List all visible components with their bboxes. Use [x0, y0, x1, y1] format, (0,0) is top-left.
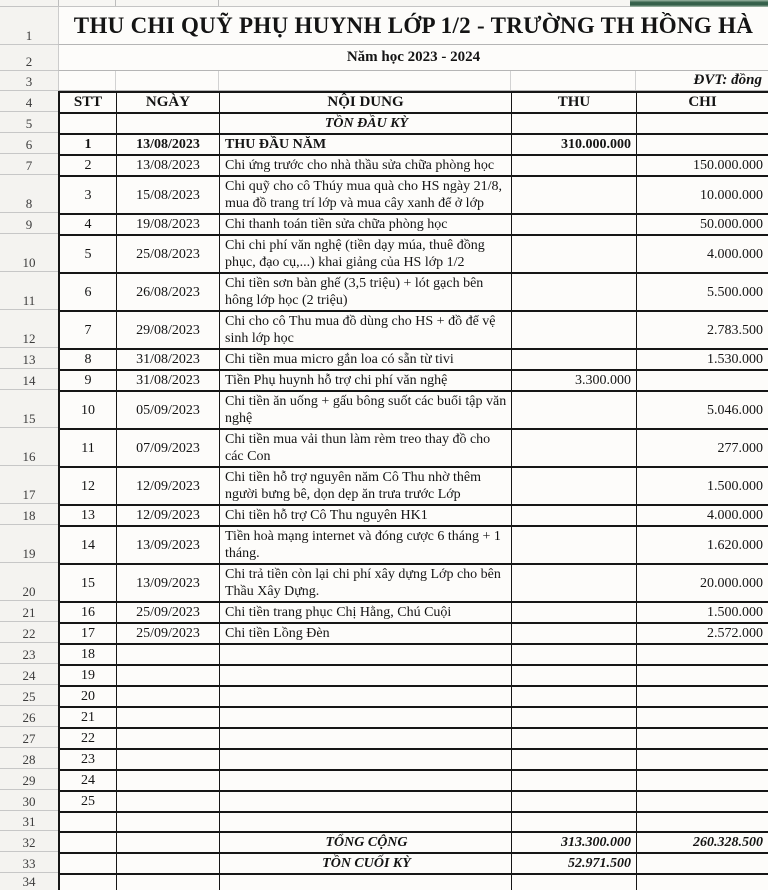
cell-date[interactable]	[117, 708, 220, 727]
cell-noidung[interactable]	[220, 792, 512, 811]
cell-thu[interactable]	[512, 312, 637, 348]
row-header[interactable]: 2	[0, 45, 58, 71]
table-row	[0, 748, 768, 769]
cell-stt[interactable]: 17	[60, 624, 117, 643]
cell-date[interactable]: 12/09/2023	[117, 468, 220, 504]
cell-date[interactable]: 05/09/2023	[117, 392, 220, 428]
cell-chi[interactable]: 1.500.000	[707, 605, 763, 620]
cell-chi[interactable]	[637, 371, 768, 390]
cell-noidung[interactable]: Chi quỹ cho cô Thúy mua quà cho HS ngày 21/8, mua đồ trang trí lớp và mua cây xanh để ở lớp	[220, 177, 512, 213]
cell-stt[interactable]: 20	[60, 687, 117, 706]
row-header[interactable]: 3	[0, 71, 58, 91]
row-header[interactable]: 1	[0, 7, 58, 45]
row-header[interactable]: 20	[0, 563, 58, 601]
cell-thu[interactable]	[512, 792, 637, 811]
cell-noidung[interactable]: Chi trả tiền còn lại chi phí xây dựng Lớp cho bên Thầu Xây Dựng.	[220, 565, 512, 601]
cell-thu[interactable]	[512, 114, 637, 133]
row-header[interactable]: 21	[0, 601, 58, 622]
cell-stt[interactable]: 10	[60, 392, 117, 428]
table-row	[0, 727, 768, 748]
cell-chi[interactable]: 20.000.000	[700, 575, 763, 591]
cell-thu[interactable]	[512, 708, 637, 727]
cell-noidung[interactable]: Chi tiền mua micro gắn loa có sẵn từ tivi	[220, 350, 512, 369]
table-row	[0, 873, 768, 890]
cell-stt[interactable]: 9	[60, 371, 117, 390]
top-grid-cells	[58, 0, 768, 7]
cell-noidung[interactable]: Chi tiền hỗ trợ Cô Thu nguyên HK1	[220, 506, 512, 525]
row-header[interactable]: 34	[0, 873, 58, 890]
cell-thu[interactable]: 313.300.000	[512, 833, 637, 852]
cell-thu[interactable]	[512, 430, 637, 466]
cell-stt[interactable]: 19	[60, 666, 117, 685]
cell-thu[interactable]	[512, 624, 637, 643]
cell-date[interactable]	[117, 666, 220, 685]
cell-thu[interactable]	[512, 156, 637, 175]
table-row	[0, 601, 768, 622]
cell-chi[interactable]	[637, 708, 768, 727]
empty-cell[interactable]	[511, 71, 636, 90]
row-header[interactable]: 23	[0, 643, 58, 664]
empty-cell[interactable]	[219, 71, 511, 90]
cell-thu[interactable]	[512, 603, 637, 622]
cell-chi[interactable]	[637, 666, 768, 685]
cell-noidung[interactable]: Chi tiền Lồng Đèn	[220, 624, 512, 643]
cell-date[interactable]: 25/08/2023	[117, 236, 220, 272]
cell-date[interactable]	[117, 771, 220, 790]
cell-chi[interactable]: 2.783.500	[707, 322, 763, 338]
cell-chi[interactable]: 5.046.000	[707, 402, 763, 418]
cell-date[interactable]: 13/08/2023	[117, 135, 220, 154]
subtitle-cell[interactable]	[58, 45, 768, 71]
cell-stt[interactable]: 1	[60, 135, 117, 154]
cell-thu[interactable]	[512, 468, 637, 504]
cell-date[interactable]	[117, 114, 220, 133]
cell-stt[interactable]: 14	[60, 527, 117, 563]
cell-date[interactable]	[117, 813, 220, 831]
cell-thu[interactable]	[512, 350, 637, 369]
empty-cell[interactable]	[59, 71, 116, 90]
cell-stt[interactable]: 5	[60, 236, 117, 272]
row-header[interactable]: 26	[0, 706, 58, 727]
cell-stt[interactable]	[60, 854, 117, 873]
table-row	[0, 706, 768, 727]
cell-noidung[interactable]: TỒN ĐẦU KỲ	[220, 114, 512, 133]
cell-stt[interactable]: 8	[60, 350, 117, 369]
cell-noidung[interactable]: Chi tiền trang phục Chị Hằng, Chú Cuội	[220, 603, 512, 622]
col-header-thu[interactable]: THU	[512, 93, 637, 112]
row-header[interactable]: 18	[0, 504, 58, 525]
table-row	[0, 234, 768, 272]
col-header-chi[interactable]: CHI	[688, 94, 717, 110]
cell-stt[interactable]: 24	[60, 771, 117, 790]
cell-date[interactable]: 19/08/2023	[117, 215, 220, 234]
cell-chi[interactable]: 1.530.000	[707, 352, 763, 367]
page-title: THU CHI QUỸ PHỤ HUYNH LỚP 1/2 - TRƯỜNG TH HỒNG HÀ	[73, 12, 754, 38]
unit-note-row	[0, 71, 768, 91]
table-row	[0, 685, 768, 706]
cell-noidung[interactable]: Tiền hoà mạng internet và đóng cược 6 tháng + 1 tháng.	[220, 527, 512, 563]
row-header[interactable]: 5	[0, 112, 58, 133]
cell-chi[interactable]: 1.620.000	[707, 537, 763, 553]
cell-stt[interactable]: 22	[60, 729, 117, 748]
cell-stt[interactable]: 3	[60, 177, 117, 213]
cell-chi[interactable]	[637, 813, 768, 831]
cell-stt[interactable]: 13	[60, 506, 117, 525]
cell-noidung[interactable]: Chi ứng trước cho nhà thầu sửa chữa phòng học	[220, 156, 512, 175]
cell-thu[interactable]	[512, 274, 637, 310]
table-row	[0, 175, 768, 213]
cell-noidung[interactable]: Chi cho cô Thu mua đồ dùng cho HS + đồ để vệ sinh lớp học	[220, 312, 512, 348]
table-row	[0, 790, 768, 811]
cell-thu[interactable]	[512, 506, 637, 525]
cell-thu[interactable]	[512, 750, 637, 769]
cell-stt[interactable]	[60, 114, 117, 133]
cell-date[interactable]: 15/08/2023	[117, 177, 220, 213]
subtitle-row	[0, 45, 768, 71]
cell-noidung[interactable]	[220, 771, 512, 790]
cell-chi[interactable]	[637, 875, 768, 890]
cell-stt[interactable]: 4	[60, 215, 117, 234]
cell-date[interactable]	[117, 687, 220, 706]
col-header-noidung[interactable]: NỘI DUNG	[220, 93, 512, 112]
title-cell[interactable]	[58, 7, 768, 45]
row-header[interactable]: 16	[0, 428, 58, 466]
cell-noidung[interactable]: Chi tiền sơn bàn ghế (3,5 triệu) + lót gạch bên hông lớp học (2 triệu)	[220, 274, 512, 310]
table-row	[0, 563, 768, 601]
row-header[interactable]: 15	[0, 390, 58, 428]
cell-thu[interactable]	[512, 236, 637, 272]
cell-stt[interactable]: 2	[60, 156, 117, 175]
cell-thu[interactable]	[512, 666, 637, 685]
cell-noidung[interactable]	[220, 687, 512, 706]
cell-chi[interactable]	[637, 135, 768, 154]
table-row	[0, 525, 768, 563]
cell-chi[interactable]	[637, 750, 768, 769]
grid-stub	[58, 0, 59, 6]
row-header[interactable]: 13	[0, 348, 58, 369]
cell-chi[interactable]: 150.000.000	[693, 158, 763, 173]
row-header[interactable]: 9	[0, 213, 58, 234]
cell-noidung[interactable]	[220, 750, 512, 769]
cell-thu[interactable]	[512, 177, 637, 213]
school-year-subtitle: Năm học 2023 - 2024	[346, 49, 481, 65]
cell-thu[interactable]	[512, 392, 637, 428]
cell-stt[interactable]: 15	[60, 565, 117, 601]
grid-stub	[115, 0, 116, 6]
row-header[interactable]: 8	[0, 175, 58, 213]
table-row	[0, 154, 768, 175]
row-header[interactable]: 14	[0, 369, 58, 390]
cell-thu[interactable]	[512, 729, 637, 748]
cell-thu[interactable]	[512, 771, 637, 790]
cell-date[interactable]: 25/09/2023	[117, 603, 220, 622]
cell-date[interactable]: 29/08/2023	[117, 312, 220, 348]
row-header[interactable]: 27	[0, 727, 58, 748]
cell-noidung[interactable]: Chi thanh toán tiền sửa chữa phòng học	[220, 215, 512, 234]
cell-date[interactable]: 12/09/2023	[117, 506, 220, 525]
table-row	[0, 769, 768, 790]
table-row	[0, 310, 768, 348]
empty-cell[interactable]	[116, 71, 219, 90]
row-header[interactable]: 25	[0, 685, 58, 706]
cell-noidung[interactable]	[220, 666, 512, 685]
cell-chi[interactable]	[637, 729, 768, 748]
row-header[interactable]: 12	[0, 310, 58, 348]
table-row	[0, 622, 768, 643]
row-header[interactable]: 33	[0, 852, 58, 873]
row-header[interactable]: 11	[0, 272, 58, 310]
table-row	[0, 664, 768, 685]
cell-thu[interactable]	[512, 813, 637, 831]
row-header[interactable]: 4	[0, 91, 58, 112]
cell-date[interactable]: 07/09/2023	[117, 430, 220, 466]
cell-chi[interactable]	[637, 687, 768, 706]
col-header-ngay[interactable]: NGÀY	[117, 93, 220, 112]
cell-noidung[interactable]	[220, 708, 512, 727]
row-header[interactable]: 32	[0, 831, 58, 852]
cell-noidung[interactable]: TỔNG CỘNG	[220, 833, 512, 852]
cell-chi[interactable]: 50.000.000	[700, 217, 763, 232]
cell-date[interactable]: 25/09/2023	[117, 624, 220, 643]
col-header-stt[interactable]: STT	[60, 93, 117, 112]
unit-note-cell[interactable]	[636, 71, 768, 90]
row-header[interactable]: 28	[0, 748, 58, 769]
cell-noidung[interactable]	[220, 729, 512, 748]
cell-date[interactable]: 31/08/2023	[117, 350, 220, 369]
cell-thu[interactable]	[512, 645, 637, 664]
cell-noidung[interactable]	[220, 813, 512, 831]
cell-chi[interactable]	[637, 792, 768, 811]
table-row	[0, 390, 768, 428]
table-row	[0, 811, 768, 831]
cell-date[interactable]	[117, 875, 220, 890]
cell-thu[interactable]: 310.000.000	[512, 135, 637, 154]
cell-chi[interactable]: 277.000	[717, 440, 763, 456]
table-row	[0, 348, 768, 369]
cell-stt[interactable]: 16	[60, 603, 117, 622]
table-row	[0, 428, 768, 466]
cell-date[interactable]	[117, 750, 220, 769]
row-header[interactable]: 24	[0, 664, 58, 685]
cell-date[interactable]: 13/09/2023	[117, 565, 220, 601]
cell-chi[interactable]: 2.572.000	[707, 626, 763, 641]
row-header-corner[interactable]	[0, 0, 58, 7]
cell-stt[interactable]: 25	[60, 792, 117, 811]
cell-noidung[interactable]: Chi tiền hỗ trợ nguyên năm Cô Thu nhờ thêm người bưng bê, dọn dẹp ăn trưa trước Lớp	[220, 468, 512, 504]
table-row	[0, 213, 768, 234]
cell-chi[interactable]	[637, 854, 768, 873]
cell-stt[interactable]: 6	[60, 274, 117, 310]
row-header[interactable]: 30	[0, 790, 58, 811]
cell-chi[interactable]: 260.328.500	[693, 835, 763, 850]
cell-thu[interactable]	[512, 565, 637, 601]
cell-date[interactable]	[117, 792, 220, 811]
cell-chi[interactable]	[637, 114, 768, 133]
cell-chi[interactable]: 10.000.000	[700, 187, 763, 203]
cell-date[interactable]: 26/08/2023	[117, 274, 220, 310]
cell-date[interactable]	[117, 833, 220, 852]
table-row	[0, 112, 768, 133]
cell-stt[interactable]: 23	[60, 750, 117, 769]
row-header[interactable]: 6	[0, 133, 58, 154]
title-row	[0, 7, 768, 45]
cell-date[interactable]	[117, 645, 220, 664]
column-header-row	[0, 91, 768, 112]
table-row	[0, 852, 768, 873]
cell-chi[interactable]: 4.000.000	[707, 508, 763, 523]
cell-noidung[interactable]: Chi chi phí văn nghệ (tiền dạy múa, thuê đồng phục, đạo cụ,...) khai giảng của HS lớp 1/2	[220, 236, 512, 272]
cell-thu[interactable]: 3.300.000	[512, 371, 637, 390]
cell-chi[interactable]	[637, 645, 768, 664]
cell-thu[interactable]: 52.971.500	[512, 854, 637, 873]
row-header[interactable]: 19	[0, 525, 58, 563]
row-header[interactable]: 29	[0, 769, 58, 790]
cell-thu[interactable]	[512, 215, 637, 234]
table-row	[0, 369, 768, 390]
cell-stt[interactable]: 11	[60, 430, 117, 466]
cell-noidung[interactable]: THU ĐẦU NĂM	[220, 135, 512, 154]
cell-thu[interactable]	[512, 875, 637, 890]
table-row	[0, 272, 768, 310]
cell-stt[interactable]: 7	[60, 312, 117, 348]
cell-date[interactable]: 13/08/2023	[117, 156, 220, 175]
cell-chi[interactable]: 1.500.000	[707, 478, 763, 494]
row-header[interactable]: 17	[0, 466, 58, 504]
cell-stt[interactable]: 18	[60, 645, 117, 664]
cell-chi[interactable]: 5.500.000	[707, 284, 763, 300]
row-header[interactable]: 22	[0, 622, 58, 643]
cell-stt[interactable]: 21	[60, 708, 117, 727]
row-header[interactable]: 31	[0, 811, 58, 831]
table-row	[0, 504, 768, 525]
cell-thu[interactable]	[512, 527, 637, 563]
table-row	[0, 466, 768, 504]
cell-noidung[interactable]: TỒN CUỐI KỲ	[220, 854, 512, 873]
cell-noidung[interactable]	[220, 645, 512, 664]
cell-chi[interactable]	[637, 771, 768, 790]
cell-date[interactable]: 31/08/2023	[117, 371, 220, 390]
row-header[interactable]: 10	[0, 234, 58, 272]
top-grid-strip	[0, 0, 768, 7]
cell-stt[interactable]	[60, 813, 117, 831]
table-row	[0, 831, 768, 852]
cell-stt[interactable]	[60, 875, 117, 890]
cell-date[interactable]	[117, 729, 220, 748]
cell-thu[interactable]	[512, 687, 637, 706]
grid-stub	[218, 0, 219, 6]
table-row	[0, 643, 768, 664]
cell-stt[interactable]: 12	[60, 468, 117, 504]
sheet-tab-green-bar	[630, 0, 768, 7]
cell-stt[interactable]	[60, 833, 117, 852]
unit-note: ĐVT: đồng	[693, 72, 762, 88]
cell-chi[interactable]: 4.000.000	[707, 246, 763, 262]
cell-noidung[interactable]: Tiền Phụ huynh hỗ trợ chi phí văn nghệ	[220, 371, 512, 390]
unit-note-cells[interactable]	[58, 71, 768, 91]
cell-noidung[interactable]: Chi tiền ăn uống + gấu bông suốt các buổi tập văn nghệ	[220, 392, 512, 428]
row-header[interactable]: 7	[0, 154, 58, 175]
cell-noidung[interactable]	[220, 875, 512, 890]
cell-date[interactable]	[117, 854, 220, 873]
cell-noidung[interactable]: Chi tiền mua vải thun làm rèm treo thay đồ cho các Con	[220, 430, 512, 466]
table-row	[0, 133, 768, 154]
cell-date[interactable]: 13/09/2023	[117, 527, 220, 563]
